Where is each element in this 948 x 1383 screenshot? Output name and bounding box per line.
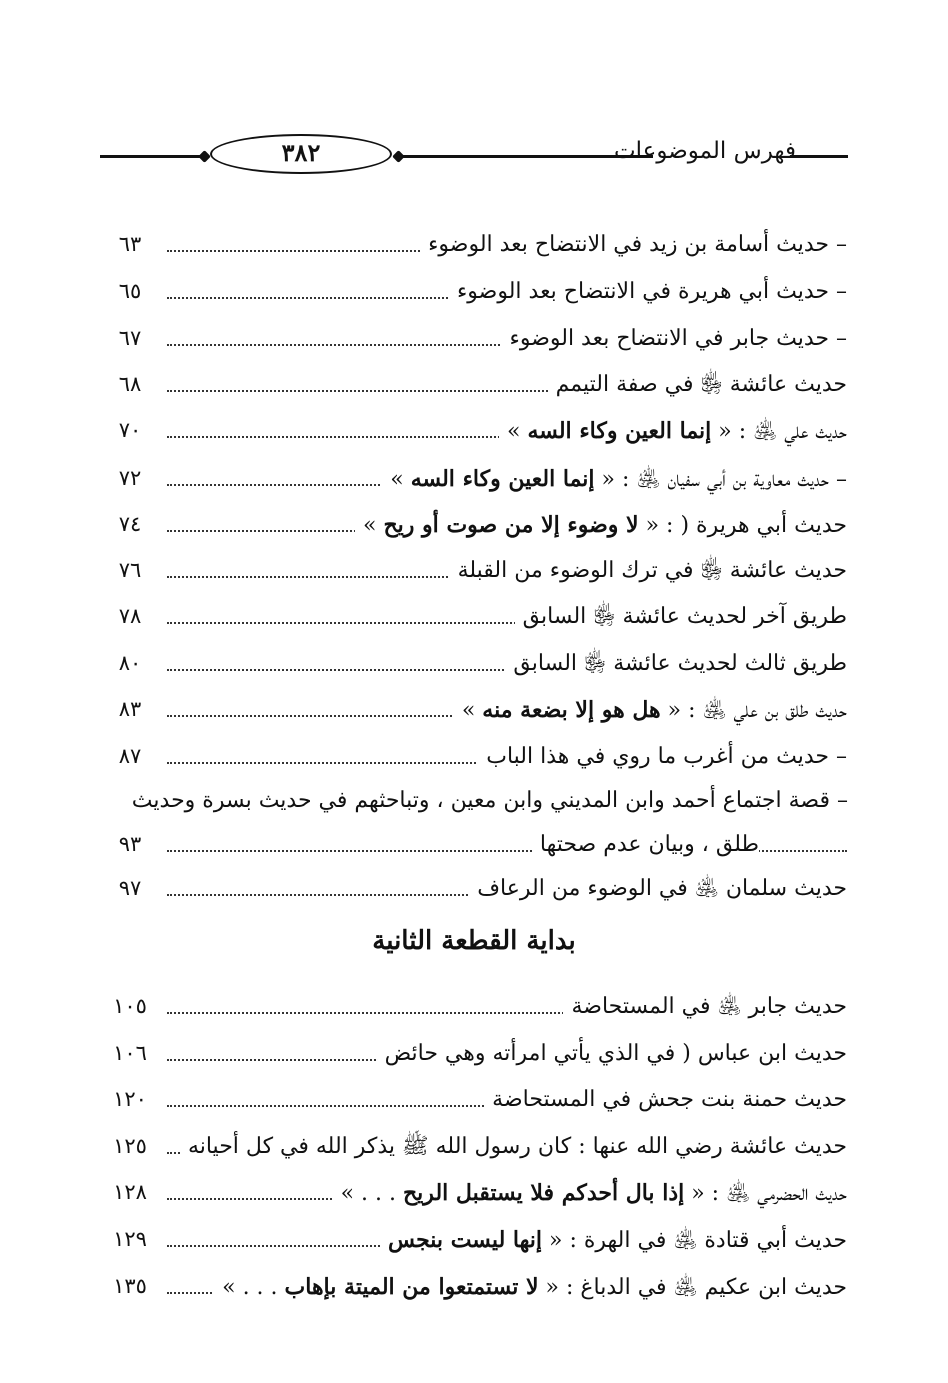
toc-page-number: ١٢٨: [113, 1180, 147, 1204]
toc-page-number: ١٣٥: [113, 1274, 147, 1298]
toc-entry-title: حديث ابن عكيم ﵁ في الدباغ : « لا تستمتعوا من الميتة بإهاب . . . »: [214, 1270, 847, 1305]
toc-entry-title: – حديث من أغرب ما روي في هذا الباب: [478, 740, 847, 774]
toc-entry: [105, 872, 847, 908]
page-number-frame: [210, 134, 392, 174]
toc-page-number: ١٠٥: [113, 994, 147, 1018]
toc-entry: [105, 1083, 847, 1119]
toc-entry: [105, 368, 847, 404]
toc-entry-title: – حديث أبي هريرة في الانتضاح بعد الوضوء: [449, 275, 847, 309]
toc-entry: [105, 228, 847, 264]
toc-entry-title: حديث عائشة ﵂ في ترك الوضوء من القبلة: [450, 554, 847, 588]
toc-entry: [105, 990, 847, 1026]
page-header: [100, 134, 848, 174]
section-heading: بداية القطعة الثانية: [372, 926, 576, 956]
toc-entry-title: حديث جابر ﵁ في المستحاضة: [563, 990, 847, 1024]
toc-page-number: ١٠٦: [113, 1041, 147, 1065]
toc-entry: [105, 1223, 847, 1259]
toc-entry-title: حديث الحضرمي ﵁ : « إذا بال أحدكم فلا يستقبل الريح . . . »: [333, 1176, 847, 1211]
toc-entry: [105, 693, 847, 729]
toc-entry: [105, 1270, 847, 1306]
header-rule-left: [100, 155, 200, 158]
header-rule-right: [790, 155, 848, 158]
toc-entry-first-line: – قصة اجتماع أحمد وابن المديني وابن معين ، وتباحثهم في حديث بسرة وحديث: [131, 788, 848, 813]
toc-entry: [105, 275, 847, 311]
toc-entry-title: طريق ثالث لحديث عائشة ﵂ السابق: [505, 647, 847, 681]
toc-page-number: ٨٧: [118, 744, 142, 768]
toc-entry-title: – حديث جابر في الانتضاح بعد الوضوء: [501, 322, 847, 356]
toc-entry: [105, 740, 847, 776]
toc-entry: [105, 828, 847, 864]
toc-page-number: ٧٢: [118, 466, 142, 490]
toc-page-number: ٩٣: [118, 832, 142, 856]
toc-entry-title: حديث علي ﵁ : « إنما العين وكاء السه »: [499, 414, 847, 449]
toc-page-number: ٨٣: [118, 697, 142, 721]
running-title: فهرس الموضوعات: [613, 138, 796, 164]
toc-page-number: ٦٥: [118, 279, 142, 303]
toc-entry: [105, 647, 847, 683]
toc-entry: [105, 322, 847, 358]
toc-entry: [105, 462, 847, 498]
toc-entry-title: حديث أبي هريرة ( : « لا وضوء إلا من صوت أو ريح »: [355, 508, 847, 543]
toc-page-number: ٧٦: [118, 558, 142, 582]
toc-page-number: ٧٤: [118, 512, 142, 536]
toc-entry-title: حديث عائشة ﵂ في صفة التيمم: [548, 368, 847, 402]
toc-entry-title: حديث طلق بن علي ﵁ : « هل هو إلا بضعة منه »: [454, 693, 847, 728]
toc-entry-title: حديث عائشة رضي الله عنها : كان رسول الله ﷺ يذكر الله في كل أحيانه: [180, 1130, 847, 1164]
toc-page-number: ٦٨: [118, 372, 142, 396]
toc-page-number: ١٢٠: [113, 1087, 147, 1111]
toc-entry-title: طلق ، وبيان عدم صحتها: [532, 828, 759, 862]
toc-entry: [105, 600, 847, 636]
toc-page-number: ١٢٥: [113, 1134, 147, 1158]
toc-entry-title: حديث حمنة بنت جحش في المستحاضة: [484, 1083, 847, 1117]
header-ornament-left: [198, 150, 211, 163]
toc-entry: [105, 554, 847, 590]
toc-entry: [105, 1176, 847, 1212]
page-number: ٣٨٢: [281, 138, 321, 167]
toc-entry-title: طريق آخر لحديث عائشة ﵂ السابق: [515, 600, 847, 634]
toc-entry-title: حديث سلمان ﵁ في الوضوء من الرعاف: [469, 872, 847, 906]
toc-entry: [105, 414, 847, 450]
toc-page-number: ٨٠: [118, 651, 142, 675]
toc-page-number: ٧٠: [118, 418, 142, 442]
toc-entry-title: حديث ابن عباس ( في الذي يأتي امرأته وهي حائض: [377, 1037, 847, 1071]
toc-entry: [105, 1037, 847, 1073]
toc-page-number: ٩٧: [118, 876, 142, 900]
toc-page-number: ٧٨: [118, 604, 142, 628]
toc-entry: [105, 508, 847, 544]
toc-entry-title: – حديث معاوية بن أبي سفيان ﵁ : « إنما العين وكاء السه »: [382, 462, 847, 497]
toc-entry: [105, 1130, 847, 1166]
toc-page-number: ٦٣: [118, 232, 142, 256]
toc-page-number: ١٢٩: [113, 1227, 147, 1251]
toc-entry-title: – حديث أسامة بن زيد في الانتضاح بعد الوضوء: [420, 228, 847, 262]
toc-entry-title: حديث أبي قتادة ﵁ في الهرة : « إنها ليست بنجس: [380, 1223, 847, 1258]
toc-page-number: ٦٧: [118, 326, 142, 350]
